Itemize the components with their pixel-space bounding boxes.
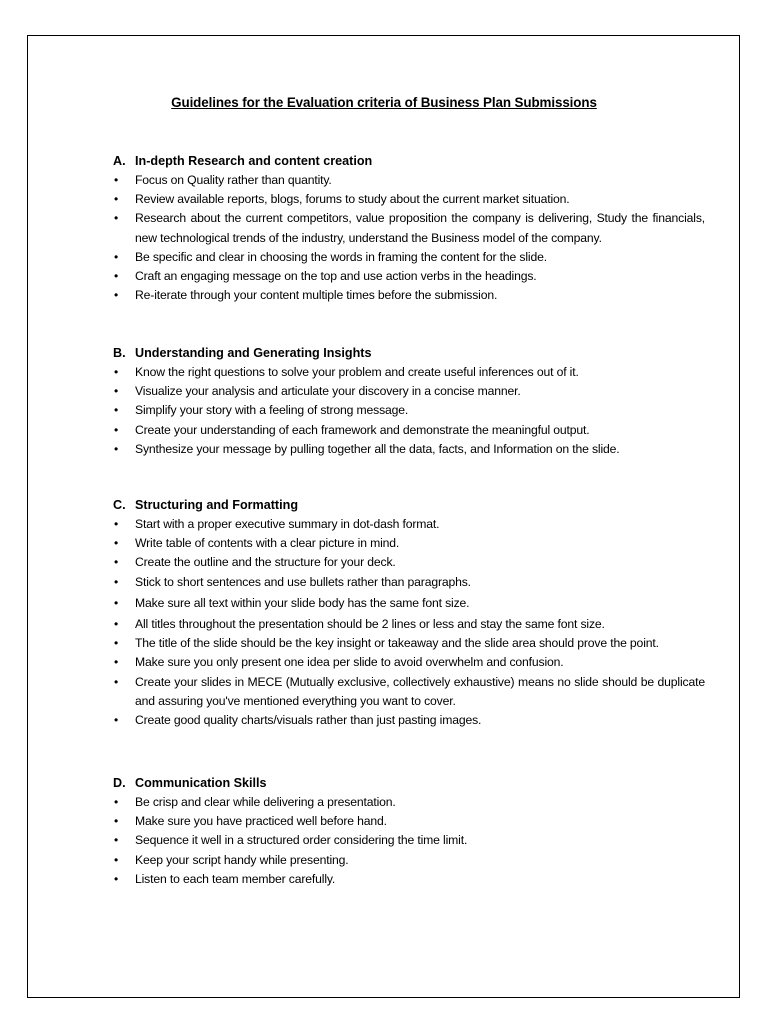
bullet-list: [113, 793, 705, 889]
section-title: In-depth Research and content creation: [135, 154, 373, 168]
list-item: [113, 673, 705, 711]
section-letter: B.: [113, 346, 126, 360]
bullet-icon: •: [114, 655, 119, 670]
list-item: [113, 831, 705, 850]
bullet-list: [113, 363, 705, 459]
bullet-icon: •: [114, 288, 119, 303]
bullet-icon: •: [114, 674, 119, 689]
bullet-icon: •: [114, 536, 119, 551]
section-letter: C.: [113, 498, 126, 512]
list-item: [113, 171, 705, 190]
section-letter: D.: [113, 776, 126, 790]
list-item: [113, 553, 705, 572]
list-item-text: Start with a proper executive summary in dot-dash format.: [135, 517, 440, 531]
bullet-icon: •: [114, 574, 119, 589]
bullet-icon: •: [114, 636, 119, 651]
list-item-text: Create the outline and the structure for your deck.: [135, 555, 396, 570]
section-letter: A.: [113, 154, 126, 168]
list-item: [113, 851, 705, 870]
list-item-text: Review available reports, blogs, forums to study about the current market situation.: [135, 192, 570, 207]
section-b: [113, 344, 705, 459]
list-item-text: Craft an engaging message on the top and use action verbs in the headings.: [135, 269, 537, 284]
list-item: [113, 870, 705, 889]
bullet-icon: •: [114, 422, 119, 437]
section-title: Structuring and Formatting: [135, 498, 299, 512]
section-title: Understanding and Generating Insights: [135, 346, 372, 360]
bullet-icon: •: [114, 713, 119, 728]
bullet-icon: •: [114, 441, 119, 456]
list-item-text: Re-iterate through your content multiple times before the submission.: [135, 288, 498, 303]
list-item-text: Focus on Quality rather than quantity.: [135, 173, 332, 187]
list-item: [113, 382, 705, 401]
list-item-text: Stick to short sentences and use bullets rather than paragraphs.: [135, 574, 471, 589]
section-c: [113, 496, 705, 730]
bullet-icon: •: [114, 192, 119, 207]
list-item: [113, 812, 705, 831]
list-item: [113, 421, 705, 440]
document-title: Guidelines for the Evaluation criteria of Business Plan Submissions: [171, 95, 597, 110]
bullet-icon: •: [114, 173, 119, 187]
list-item: [113, 793, 705, 812]
bullet-icon: •: [114, 517, 119, 531]
bullet-icon: •: [114, 555, 119, 570]
list-item: [113, 515, 705, 534]
list-item: [113, 653, 705, 672]
list-item-text: Be crisp and clear while delivering a presentation.: [135, 795, 396, 809]
list-item-text: Create your slides in MECE (Mutually exclusive, collectively exhaustive) means no slide should be duplicate and assuring you've mentioned everything you want to cover.: [135, 674, 705, 708]
list-item: [113, 711, 705, 730]
list-item: [113, 248, 705, 267]
list-item: [113, 209, 705, 247]
list-item-text: Create your understanding of each framework and demonstrate the meaningful output.: [135, 422, 590, 437]
list-item-text: Make sure you have practiced well before hand.: [135, 814, 387, 829]
list-item: [113, 534, 705, 553]
bullet-list: [113, 171, 705, 305]
list-item-text: Listen to each team member carefully.: [135, 871, 336, 886]
bullet-icon: •: [114, 211, 119, 226]
bullet-icon: •: [114, 365, 119, 379]
bullet-icon: •: [114, 269, 119, 284]
list-item: [113, 634, 705, 653]
list-item: [113, 594, 705, 613]
bullet-icon: •: [114, 595, 119, 610]
bullet-icon: •: [114, 852, 119, 867]
list-item-text: Synthesize your message by pulling together all the data, facts, and Information on the slide.: [135, 441, 620, 456]
list-item: [113, 440, 705, 459]
list-item-text: Create good quality charts/visuals rather than just pasting images.: [135, 713, 482, 728]
list-item: [113, 190, 705, 209]
bullet-icon: •: [114, 403, 119, 418]
section-title: Communication Skills: [135, 776, 267, 790]
bullet-icon: •: [114, 249, 119, 264]
bullet-icon: •: [114, 795, 119, 809]
list-item: [113, 267, 705, 286]
bullet-icon: •: [114, 814, 119, 829]
list-item-text: Research about the current competitors, value proposition the company is delivering, Study the financials, new technological trends of the industry, understand the Business model of the company.: [135, 211, 705, 245]
list-item: [113, 573, 705, 592]
list-item-text: All titles throughout the presentation should be 2 lines or less and stay the same font size.: [135, 617, 605, 632]
section-heading: [113, 496, 705, 515]
list-item-text: Make sure you only present one idea per slide to avoid overwhelm and confusion.: [135, 655, 564, 670]
section-heading: [113, 152, 705, 171]
list-item: [113, 615, 705, 634]
list-item-text: Sequence it well in a structured order considering the time limit.: [135, 833, 468, 848]
list-item-text: Keep your script handy while presenting.: [135, 852, 349, 867]
list-item-text: The title of the slide should be the key insight or takeaway and the slide area should prove the point.: [135, 636, 659, 651]
list-item-text: Be specific and clear in choosing the words in framing the content for the slide.: [135, 249, 547, 264]
list-item-text: Visualize your analysis and articulate your discovery in a concise manner.: [135, 384, 521, 399]
bullet-icon: •: [114, 384, 119, 399]
list-item-text: Simplify your story with a feeling of strong message.: [135, 403, 409, 418]
bullet-icon: •: [114, 617, 119, 632]
section-heading: [113, 774, 705, 793]
section-heading: [113, 344, 705, 363]
bullet-icon: •: [114, 833, 119, 848]
list-item-text: Write table of contents with a clear picture in mind.: [135, 536, 400, 551]
list-item-text: Make sure all text within your slide body has the same font size.: [135, 595, 470, 610]
section-d: [113, 774, 705, 889]
list-item: [113, 286, 705, 305]
list-item: [113, 363, 705, 382]
section-a: [113, 152, 705, 305]
list-item: [113, 401, 705, 420]
list-item-text: Know the right questions to solve your problem and create useful inferences out of it.: [135, 365, 579, 379]
bullet-icon: •: [114, 871, 119, 886]
bullet-list: [113, 515, 705, 730]
